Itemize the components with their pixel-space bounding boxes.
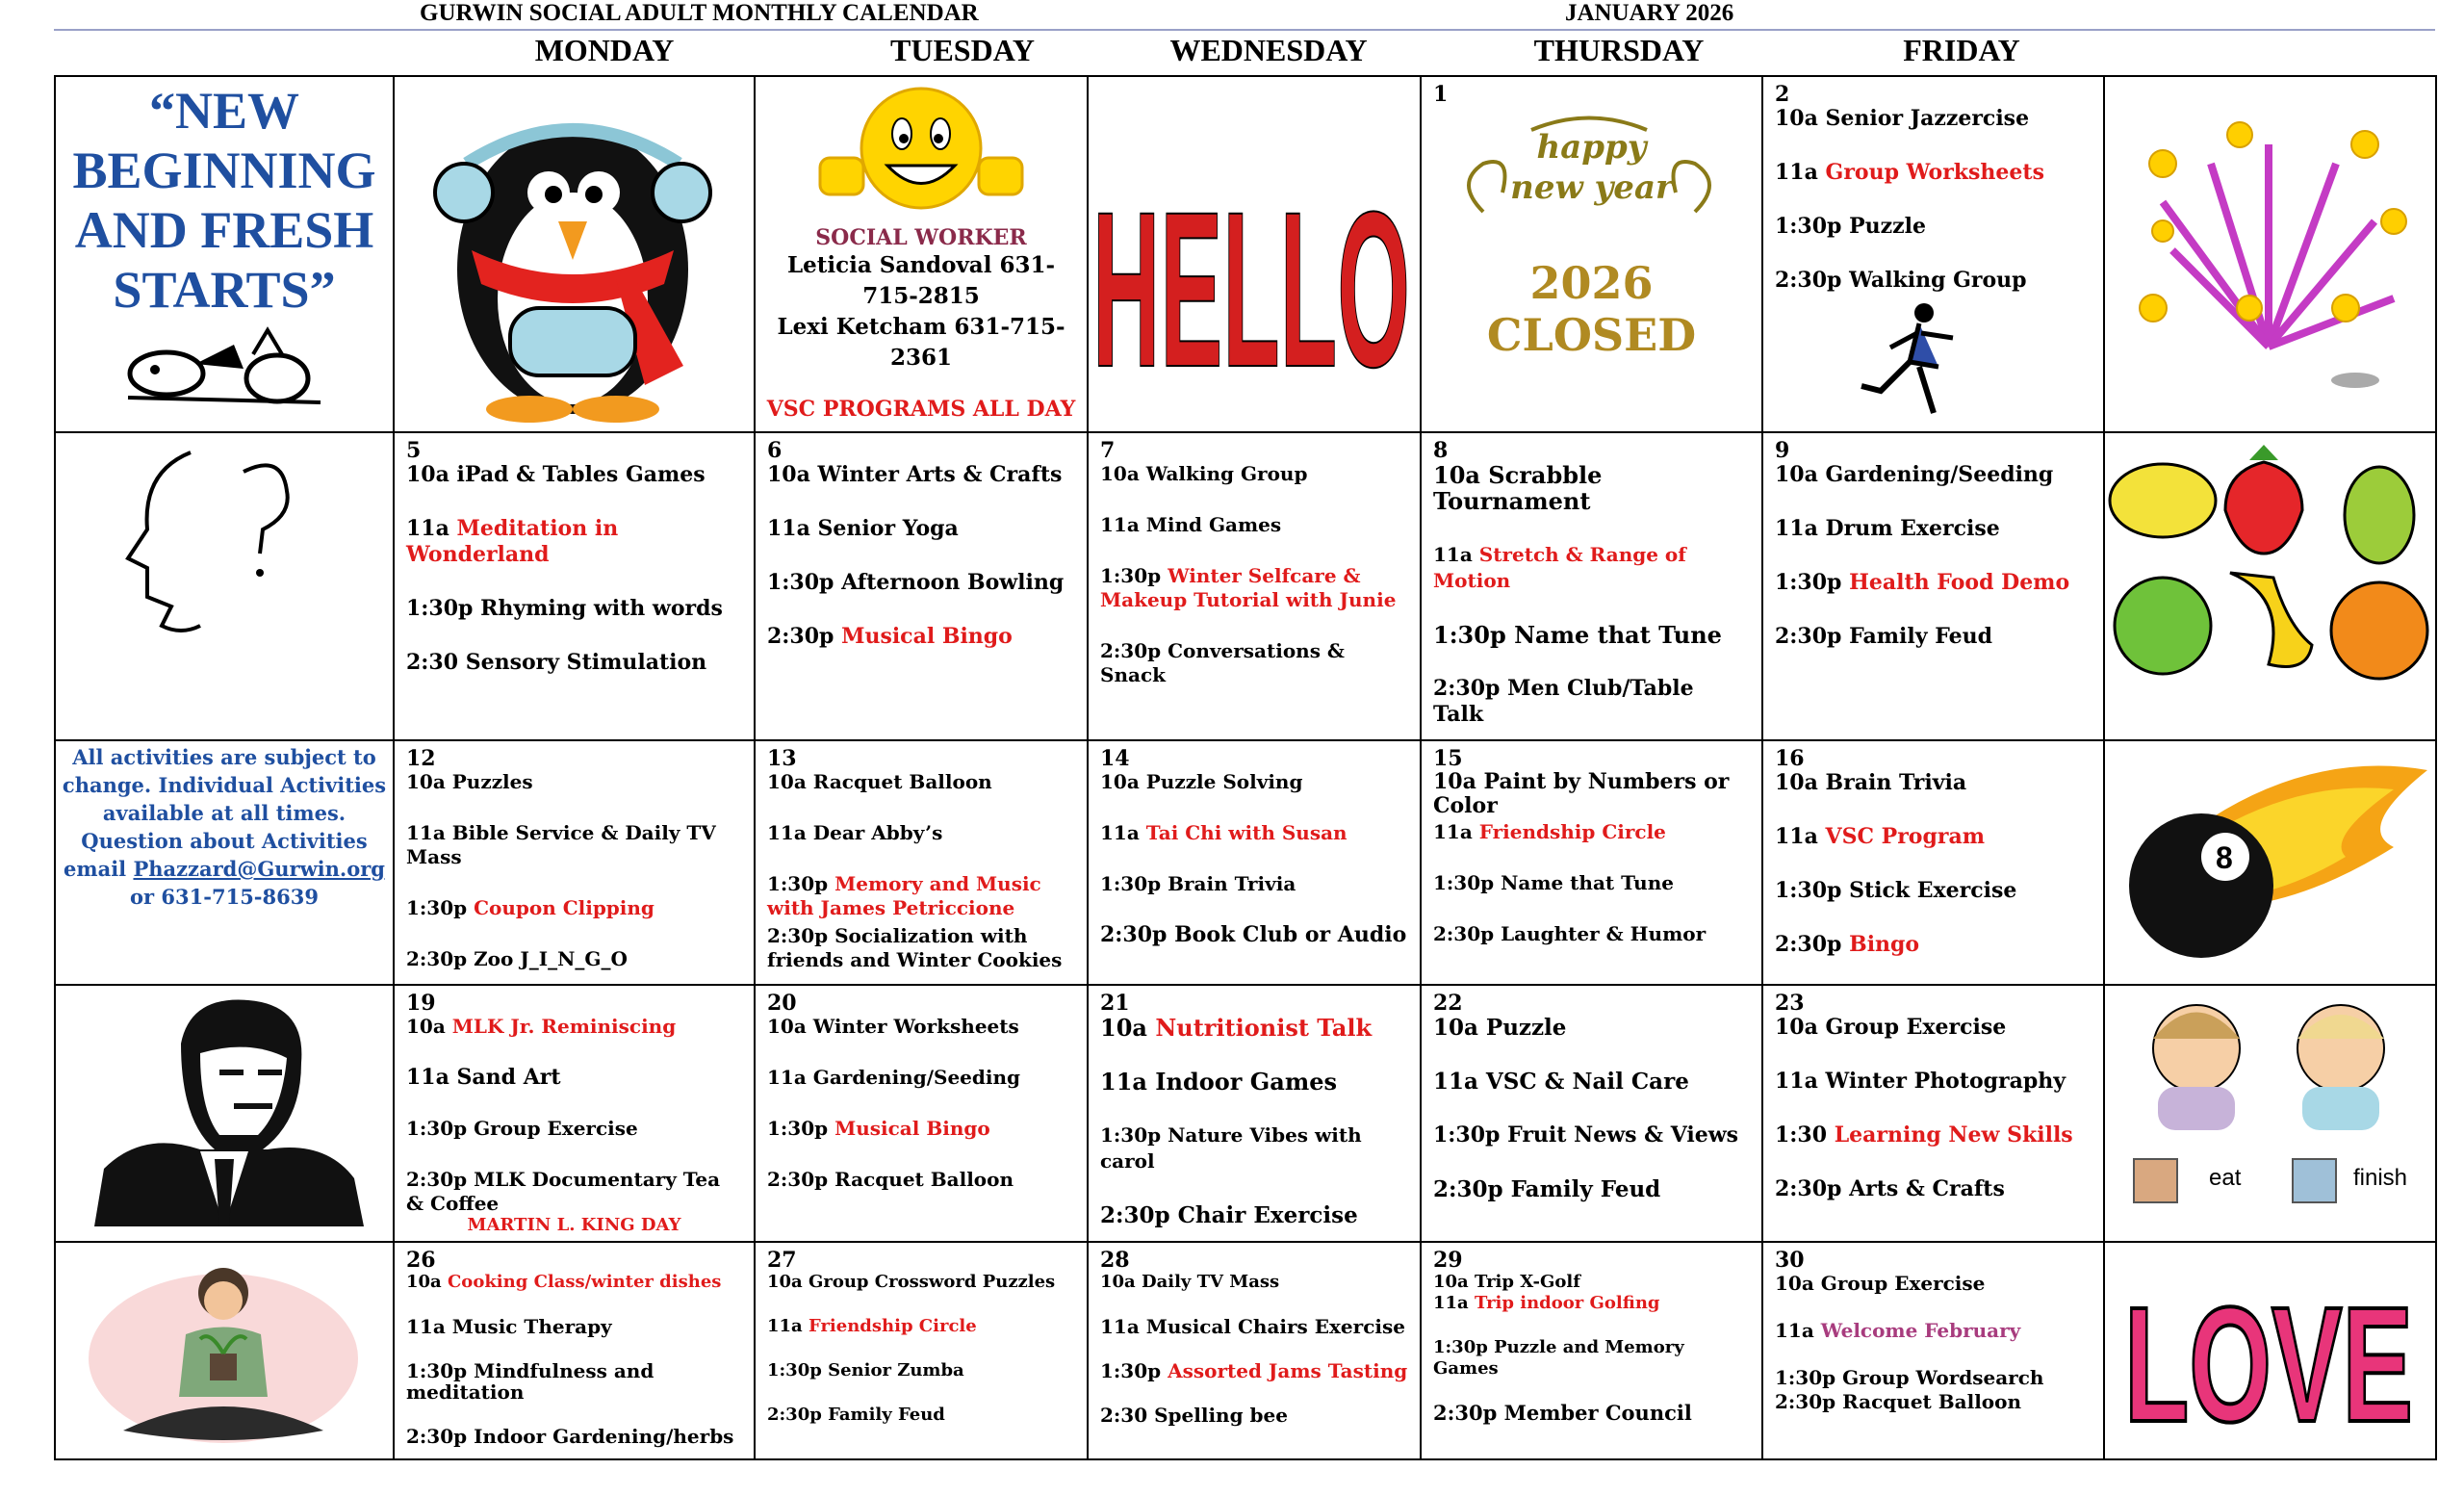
social-worker-line-1: Leticia Sandoval 631-715-2815: [786, 252, 1056, 309]
event-3: 1:30p Brain Trivia: [1100, 872, 1296, 895]
event-3: 1:30 Learning New Skills: [1775, 1122, 2073, 1148]
event-3: 1:30p Afternoon Bowling: [767, 570, 1065, 595]
event-4: 2:30p Musical Bingo: [767, 624, 1013, 649]
event-3: 1:30p Name that Tune: [1433, 621, 1722, 649]
week-row-1: [55, 76, 2436, 432]
org-title: GURWIN SOCIAL ADULT MONTHLY CALENDAR: [420, 0, 979, 26]
day-7-cell: [1088, 432, 1421, 740]
event-4: 2:30p Chair Exercise: [1100, 1202, 1358, 1228]
day-number: 5: [406, 438, 422, 463]
holiday-note: MARTIN L. KING DAY: [467, 1215, 681, 1235]
event-2: 11a Welcome February: [1775, 1319, 2021, 1342]
fruit-icon: [2105, 433, 2433, 693]
day-13-cell: [755, 740, 1088, 985]
closed-text: CLOSED: [1486, 309, 1697, 361]
event-2: 11a Dear Abby’s: [767, 821, 943, 844]
day-header-friday: FRIDAY: [1903, 33, 2020, 67]
year-text: 2026: [1529, 257, 1654, 309]
happy-new-year-graphic: [1433, 106, 1750, 250]
day-5-cell: [394, 432, 755, 740]
runner-icon: [1852, 299, 1977, 415]
day-28-cell: [1088, 1242, 1421, 1459]
event-2: 11a Drum Exercise: [1775, 516, 2000, 541]
event-1: 10a Paint by Numbers or Color: [1433, 769, 1730, 818]
event-1: 10a Group Crossword Puzzles: [767, 1272, 1056, 1292]
eight-ball-cell: [2104, 740, 2436, 985]
event-3: 1:30p Group Exercise: [406, 1117, 638, 1140]
event-2: 11a Friendship Circle: [1433, 820, 1666, 843]
header-rule: [54, 29, 2435, 31]
event-1: 10a Senior Jazzercise: [1775, 106, 2030, 131]
social-worker-line-2: Lexi Ketcham 631-715-2361: [777, 314, 1065, 371]
notice-cell: [55, 740, 394, 985]
day-29-cell: [1421, 1242, 1762, 1459]
event-2: 11a Winter Photography: [1775, 1069, 2066, 1094]
event-1: 10a Trip X-Golf: [1433, 1272, 1580, 1292]
love-graphic: [2105, 1243, 2433, 1457]
event-4: 2:30p MLK Documentary Tea & Coffee: [406, 1168, 721, 1215]
day-21-cell: [1088, 985, 1421, 1242]
event-4: 2:30p Conversations & Snack: [1100, 639, 1345, 686]
love-cell: [2104, 1242, 2436, 1459]
event-3: 1:30p Mindfulness and meditation: [406, 1359, 654, 1404]
event-2: 11a Meditation in Wonderland: [406, 516, 619, 567]
party-people-icon: [109, 325, 340, 412]
day-number: 16: [1775, 746, 1805, 771]
day-number: 13: [767, 746, 797, 771]
day-number: 22: [1433, 991, 1463, 1016]
eight-ball-icon: [2105, 741, 2433, 978]
day-number: 8: [1433, 438, 1449, 463]
event-1: 10a Winter Worksheets: [767, 1015, 1019, 1038]
new-year-text: new year: [1510, 168, 1673, 207]
day-30-cell: [1762, 1242, 2104, 1459]
event-4: 2:30p Laughter & Humor: [1433, 922, 1707, 945]
day-header-thursday: THURSDAY: [1533, 33, 1705, 67]
day-number: 19: [406, 991, 436, 1016]
event-1: 10a Cooking Class/winter dishes: [406, 1272, 722, 1292]
day-15-cell: [1421, 740, 1762, 985]
theme-quote: “NEW BEGINNING AND FRESH STARTS”: [72, 82, 376, 319]
event-2: 11a Gardening/Seeding: [767, 1066, 1021, 1089]
day-number: 2: [1775, 82, 1790, 107]
hello-text: HELLO: [1092, 166, 1410, 413]
mlk-portrait-cell: [55, 985, 394, 1242]
day-12-cell: [394, 740, 755, 985]
love-text: LOVE: [2124, 1274, 2413, 1457]
event-1: 10a Brain Trivia: [1775, 770, 1967, 795]
penguin-earmuffs-icon: [395, 77, 751, 429]
day-26-cell: [394, 1242, 755, 1459]
event-3: 1:30p Puzzle and Memory Games: [1433, 1337, 1684, 1379]
event-4: 2:30p Men Club/Table Talk: [1433, 676, 1694, 727]
event-4: 2:30p Member Council: [1433, 1401, 1692, 1425]
social-worker-cell: [755, 76, 1088, 432]
event-4: 2:30p Racquet Balloon: [767, 1168, 1014, 1191]
sign-eat-label: eat: [2209, 1165, 2242, 1191]
fireworks-cell: [2104, 76, 2436, 432]
social-worker-title: SOCIAL WORKER: [815, 225, 1027, 250]
event-3: 1:30p Rhyming with words: [406, 596, 723, 621]
event-4: 2:30p Family Feud: [1775, 624, 1992, 649]
day-header-monday: MONDAY: [534, 33, 675, 67]
vsc-programs-note: VSC PROGRAMS ALL DAY: [766, 397, 1076, 422]
event-2: 11a Sand Art: [406, 1065, 561, 1090]
day-number: 7: [1100, 438, 1116, 463]
day-number: 23: [1775, 991, 1805, 1016]
event-3: 1:30p Coupon Clipping: [406, 896, 654, 919]
day-number: 15: [1433, 746, 1463, 771]
event-3: 1:30p Name that Tune: [1433, 871, 1674, 894]
event-4: 2:30p Family Feud: [767, 1405, 945, 1425]
event-2: 11a Stretch & Range of Motion: [1433, 543, 1686, 592]
day-number: 30: [1775, 1248, 1805, 1273]
event-2: 11a Bible Service & Daily TV Mass: [406, 821, 716, 868]
event-1: 10a Winter Arts & Crafts: [767, 462, 1063, 487]
notice-text: All activities are subject to change. Individual Activities available at all times. Question about Activities email: [62, 745, 387, 881]
event-2: 11a Tai Chi with Susan: [1100, 821, 1348, 844]
day-2-cell: [1762, 76, 2104, 432]
event-1: 10a Daily TV Mass: [1100, 1272, 1280, 1292]
week-row-2: [55, 432, 2436, 740]
event-3: 1:30p Group Wordsearch: [1775, 1366, 2044, 1389]
event-2: 11a Mind Games: [1100, 513, 1282, 536]
event-1: 10a Gardening/Seeding: [1775, 462, 2054, 487]
week-row-5: [55, 1242, 2436, 1459]
day-number: 26: [406, 1248, 436, 1273]
svg-text:8: 8: [2216, 840, 2233, 875]
day-number: 14: [1100, 746, 1130, 771]
sign-finish-label: finish: [2353, 1165, 2408, 1191]
event-4: 2:30 Sensory Stimulation: [406, 650, 707, 675]
event-2: 11a Indoor Games: [1100, 1068, 1337, 1096]
day-9-cell: [1762, 432, 2104, 740]
event-3: 1:30p Winter Selfcare & Makeup Tutorial with Junie: [1100, 564, 1397, 611]
notice-email-link[interactable]: Phazzard@Gurwin.org: [133, 857, 385, 881]
sign-language-icon: [2105, 986, 2433, 1238]
event-3: 1:30p Puzzle: [1775, 214, 1926, 239]
day-16-cell: [1762, 740, 2104, 985]
event-2: 11a Trip indoor Golfing: [1433, 1293, 1660, 1313]
day-6-cell: [755, 432, 1088, 740]
hello-cell: [1088, 76, 1421, 432]
hello-graphic: [1089, 77, 1418, 429]
event-3: 1:30p Memory and Music with James Petriccione: [767, 872, 1041, 919]
day-number: 29: [1433, 1248, 1463, 1273]
day-23-cell: [1762, 985, 2104, 1242]
event-1: 10a Puzzle Solving: [1100, 770, 1303, 793]
event-3: 1:30p Assorted Jams Tasting: [1100, 1359, 1408, 1382]
event-1: 10a Racquet Balloon: [767, 770, 992, 793]
day-number: 20: [767, 991, 797, 1016]
event-2: 11a Music Therapy: [406, 1315, 612, 1338]
event-4: 2:30p Racquet Balloon: [1775, 1390, 2022, 1413]
event-3: 1:30p Nature Vibes with carol: [1100, 1123, 1362, 1173]
event-3: 1:30p Stick Exercise: [1775, 878, 2017, 903]
event-3: 1:30p Senior Zumba: [767, 1360, 964, 1380]
event-2: 11a Friendship Circle: [767, 1316, 977, 1336]
meditation-woman-icon: [56, 1243, 391, 1457]
day-header-tuesday: TUESDAY: [890, 33, 1035, 67]
event-4: 2:30p Arts & Crafts: [1775, 1176, 2005, 1201]
fruit-cell: [2104, 432, 2436, 740]
month-title: JANUARY 2026: [1565, 0, 1734, 26]
event-4: 2:30p Socialization with friends and Winter Cookies: [767, 924, 1063, 971]
penguin-cell: [394, 76, 755, 432]
event-3: 1:30p Fruit News & Views: [1433, 1122, 1739, 1148]
event-3: 1:30p Health Food Demo: [1775, 570, 2070, 595]
event-2: 11a Group Worksheets: [1775, 160, 2044, 185]
event-1: 10a Nutritionist Talk: [1100, 1014, 1373, 1042]
notice-phone: or 631-715-8639: [130, 885, 319, 909]
day-number: 28: [1100, 1248, 1130, 1273]
day-1-cell: [1421, 76, 1762, 432]
day-number: 1: [1433, 82, 1449, 107]
happy-text: happy: [1536, 128, 1647, 167]
event-4: 2:30p Indoor Gardening/herbs: [406, 1425, 734, 1448]
day-14-cell: [1088, 740, 1421, 985]
smiley-thumbs-up-icon: [810, 81, 1032, 225]
event-3: 1:30p Musical Bingo: [767, 1117, 990, 1140]
event-4: 2:30p Book Club or Audio: [1100, 922, 1407, 947]
thinking-head-icon: [56, 433, 391, 693]
week-row-3: [55, 740, 2436, 985]
event-4: 2:30p Family Feud: [1433, 1176, 1661, 1202]
week-row-4: [55, 985, 2436, 1242]
day-22-cell: [1421, 985, 1762, 1242]
event-1: 10a iPad & Tables Games: [406, 462, 706, 487]
event-1: 10a Scrabble Tournament: [1433, 461, 1603, 515]
event-2: 11a VSC Program: [1775, 824, 1985, 849]
event-1: 10a MLK Jr. Reminiscing: [406, 1015, 677, 1038]
day-19-cell: [394, 985, 755, 1242]
day-20-cell: [755, 985, 1088, 1242]
day-header-wednesday: WEDNESDAY: [1169, 33, 1368, 67]
day-8-cell: [1421, 432, 1762, 740]
event-4: 2:30p Zoo J_I_N_G_O: [406, 947, 628, 970]
mlk-portrait-icon: [56, 986, 391, 1238]
event-1: 10a Walking Group: [1100, 462, 1308, 485]
day-number: 27: [767, 1248, 797, 1273]
day-27-cell: [755, 1242, 1088, 1459]
day-number: 6: [767, 438, 783, 463]
event-2: 11a Musical Chairs Exercise: [1100, 1315, 1405, 1338]
day-number: 21: [1100, 991, 1130, 1016]
sign-language-cell: [2104, 985, 2436, 1242]
event-1: 10a Puzzle: [1433, 1015, 1567, 1041]
fireworks-icon: [2105, 77, 2433, 429]
event-1: 10a Group Exercise: [1775, 1015, 2007, 1040]
event-2: 11a Senior Yoga: [767, 516, 959, 541]
theme-cell: [55, 76, 394, 432]
thinking-head-cell: [55, 432, 394, 740]
day-number: 9: [1775, 438, 1790, 463]
day-number: 12: [406, 746, 436, 771]
meditation-cell: [55, 1242, 394, 1459]
event-4: 2:30p Walking Group: [1775, 268, 2027, 293]
event-4: 2:30p Bingo: [1775, 932, 1920, 957]
calendar-grid: [54, 75, 2437, 1460]
event-1: 10a Group Exercise: [1775, 1272, 1986, 1295]
event-1: 10a Puzzles: [406, 770, 533, 793]
event-2: 11a VSC & Nail Care: [1433, 1069, 1689, 1095]
event-4: 2:30 Spelling bee: [1100, 1404, 1288, 1427]
